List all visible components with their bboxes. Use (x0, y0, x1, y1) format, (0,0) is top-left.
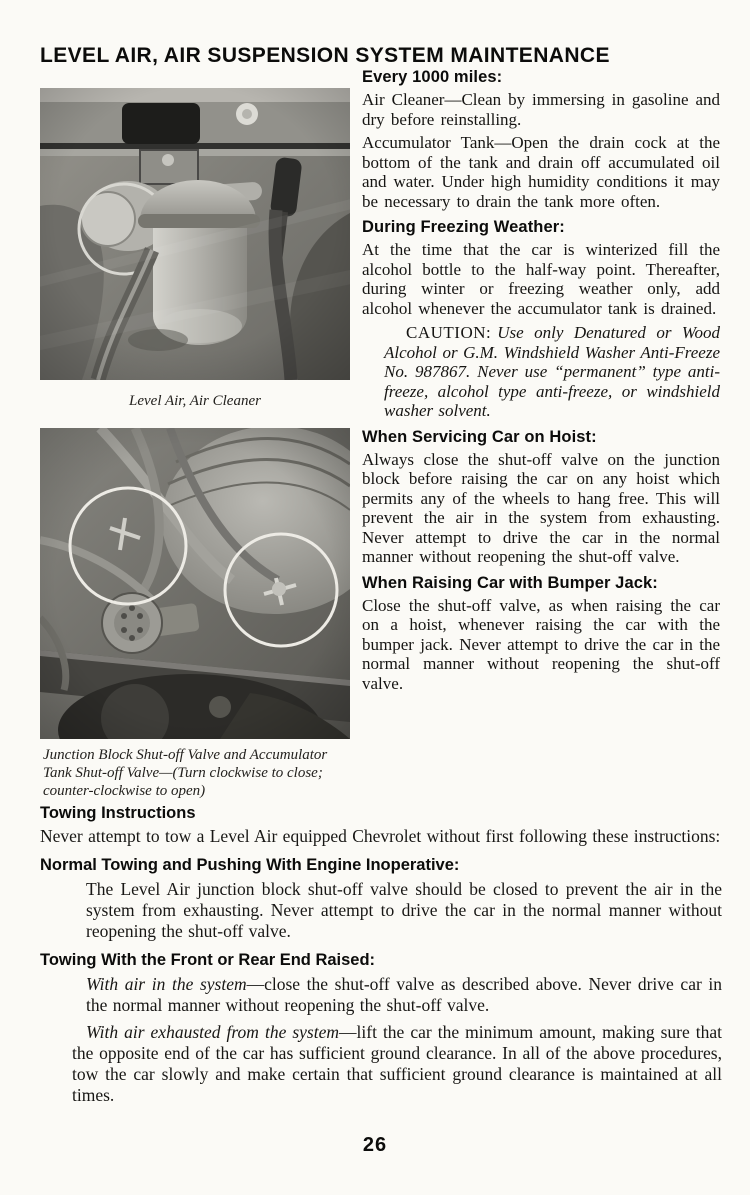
subsection-heading-normal-towing: Normal Towing and Pushing With Engine Inoperative: (40, 856, 460, 874)
section-heading-freezing-weather: During Freezing Weather: (362, 218, 565, 236)
towing-section (40, 804, 722, 1112)
paragraph: Air Cleaner—Clean by immersing in gasoline and dry before reinstalling. (362, 90, 720, 129)
subsection-heading-end-raised: Towing With the Front or Rear End Raised: (40, 951, 376, 969)
junction-block-photo (40, 428, 350, 739)
air-cleaner-caption: Level Air, Air Cleaner (129, 393, 261, 409)
caution-text: Use only Denatured or Wood Alcohol or G.M. Windshield Washer Anti-Freeze No. 987867. Never use “permanent” type anti-freeze, alcohol type anti-freeze, or windshield washer solvent. (384, 323, 720, 420)
air-cleaner-photo-art (40, 88, 350, 380)
section-heading-every-1000-miles: Every 1000 miles: (362, 68, 503, 86)
junction-block-photo-art (40, 428, 350, 739)
caution-label: CAUTION: (406, 323, 492, 342)
page-number: 26 (362, 1134, 388, 1156)
paragraph: At the time that the car is winterized fill the alcohol bottle to the half-way point. Thereafter, during winter or freezing weather only, add alcohol whenever the accumulator tank is drained. (362, 240, 720, 318)
section-heading-bumper-jack: When Raising Car with Bumper Jack: (362, 573, 658, 592)
paragraph-lead: With air exhausted from the system (86, 1022, 340, 1042)
paragraph-text: —lift the car the minimum amount, making sure that the opposite end of the car has sufficient ground clearance. In all of the above procedures, tow the car slowly and make certain that sufficient ground clearance is maintained at all times. (72, 1022, 722, 1105)
air-cleaner-photo (40, 88, 350, 380)
junction-block-caption: Junction Block Shut-off Valve and Accumulator Tank Shut-off Valve—(Turn clockwise to close; counter-clockwise to open) (43, 747, 328, 799)
towing-heading: Towing Instructions (40, 804, 196, 822)
paragraph-text: —close the shut-off valve as described above. Never drive car in the normal manner without reopening the shut-off valve. (86, 974, 723, 1015)
paragraph-lead: With air in the system (86, 974, 247, 994)
section-heading-servicing-on-hoist: When Servicing Car on Hoist: (362, 427, 597, 446)
paragraph: Accumulator Tank—Open the drain cock at the bottom of the tank and drain off accumulated oil and water. Under high humidity conditions it may be necessary to drain the tank more often. (362, 133, 720, 211)
towing-paragraph: The Level Air junction block shut-off valve should be closed to prevent the air in the system from exhausting. Never attempt to drive the car in the normal manner without reopening the shut-off valve. (86, 879, 722, 941)
maintenance-column (362, 68, 720, 697)
towing-intro: Never attempt to tow a Level Air equipped Chevrolet without first following these instructions: (40, 826, 721, 846)
page-title: LEVEL AIR, AIR SUSPENSION SYSTEM MAINTENANCE (40, 44, 610, 67)
paragraph: Always close the shut-off valve on the junction block before raising the car on any hoist which permits any of the wheels to hang free. This will prevent the air in the system from exhausting. Never attempt to drive the car in the normal manner without reopening the shut-off valve. (362, 449, 720, 566)
towing-paragraph (86, 974, 722, 1016)
paragraph: Close the shut-off valve, as when raising the car on a hoist, whenever raising the car with the bumper jack. Never attempt to drive the car in the normal manner without reopening the shut-off valve. (362, 595, 720, 693)
caution-paragraph (384, 323, 720, 421)
towing-paragraph (72, 1022, 722, 1106)
